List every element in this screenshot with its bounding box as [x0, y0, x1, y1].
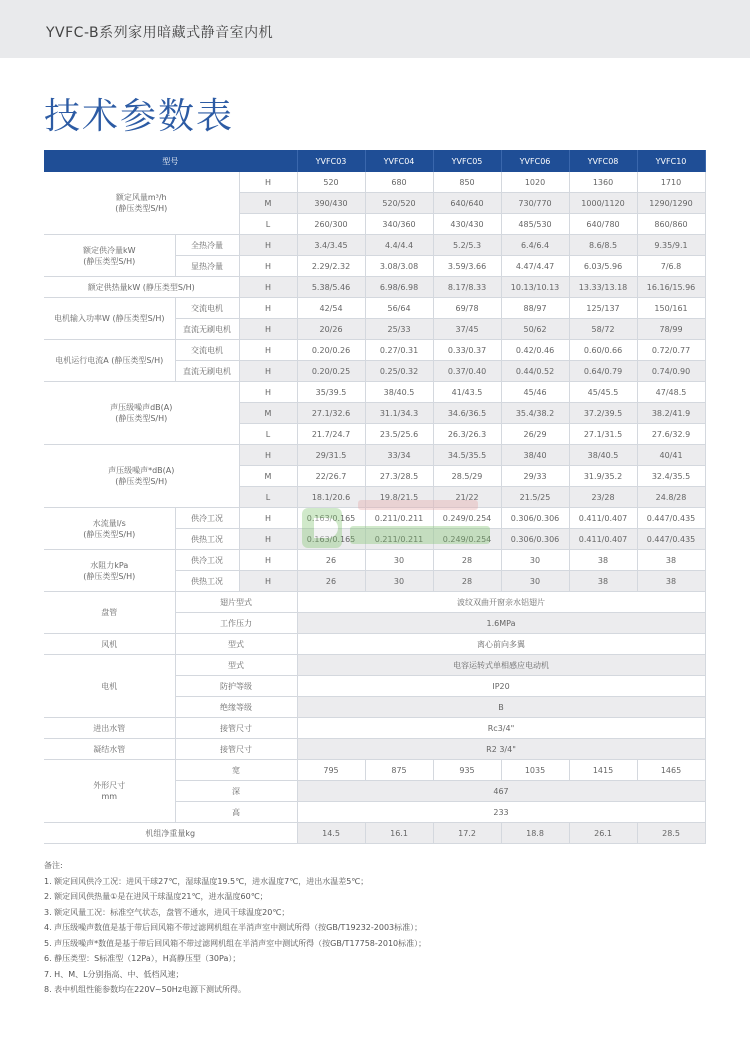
- value-cell: 1360: [569, 172, 637, 193]
- model-header: YVFC04: [365, 150, 433, 172]
- value-cell: 680: [365, 172, 433, 193]
- value-cell: 21.5/25: [501, 487, 569, 508]
- sub-label: 交流电机: [175, 340, 239, 361]
- value-cell: 45/46: [501, 382, 569, 403]
- value-cell: 38/40.5: [365, 382, 433, 403]
- notes-title: 备注:: [44, 861, 63, 870]
- value-cell: 20/26: [297, 319, 365, 340]
- model-header: YVFC08: [569, 150, 637, 172]
- page-title: 技术参数表: [44, 96, 235, 137]
- table-row: [44, 340, 705, 361]
- value-cell: 0.447/0.435: [637, 508, 705, 529]
- value-cell: 0.60/0.66: [569, 340, 637, 361]
- param-label: 额定风量m³/h (静压类型S/H): [44, 172, 239, 235]
- merged-value: 233: [297, 802, 705, 823]
- value-cell: 18.8: [501, 823, 569, 844]
- value-cell: 4.47/4.47: [501, 256, 569, 277]
- param-label: 盘管: [44, 592, 175, 634]
- value-cell: 0.20/0.25: [297, 361, 365, 382]
- speed-cell: H: [239, 340, 297, 361]
- value-cell: 640/640: [433, 193, 501, 214]
- value-cell: 10.13/10.13: [501, 277, 569, 298]
- value-cell: 24.8/28: [637, 487, 705, 508]
- value-cell: 0.42/0.46: [501, 340, 569, 361]
- value-cell: 21/22: [433, 487, 501, 508]
- value-cell: 6.4/6.4: [501, 235, 569, 256]
- speed-cell: H: [239, 319, 297, 340]
- table-row: [44, 823, 705, 844]
- table-row: [44, 655, 705, 676]
- sub-label: 型式: [175, 655, 297, 676]
- value-cell: 28: [433, 550, 501, 571]
- speed-cell: H: [239, 508, 297, 529]
- sub-label: 宽: [175, 760, 297, 781]
- value-cell: 56/64: [365, 298, 433, 319]
- speed-cell: M: [239, 466, 297, 487]
- merged-value: IP20: [297, 676, 705, 697]
- value-cell: 5.38/5.46: [297, 277, 365, 298]
- value-cell: 5.2/5.3: [433, 235, 501, 256]
- param-label: 水阻力kPa (静压类型S/H): [44, 550, 175, 592]
- value-cell: 3.59/3.66: [433, 256, 501, 277]
- value-cell: 19.8/21.5: [365, 487, 433, 508]
- value-cell: 27.1/31.5: [569, 424, 637, 445]
- note-item: 3. 额定风量工况：标准空气状态，盘管不通水，进风干球温度20℃；: [44, 907, 290, 917]
- value-cell: 41/43.5: [433, 382, 501, 403]
- value-cell: 150/161: [637, 298, 705, 319]
- value-cell: 16.16/15.96: [637, 277, 705, 298]
- value-cell: 38: [637, 550, 705, 571]
- value-cell: 14.5: [297, 823, 365, 844]
- value-cell: 0.249/0.254: [433, 508, 501, 529]
- value-cell: 26: [297, 550, 365, 571]
- model-label: 型号: [44, 150, 297, 172]
- value-cell: 795: [297, 760, 365, 781]
- table-row: [44, 760, 705, 781]
- param-label: 风机: [44, 634, 175, 655]
- value-cell: 0.64/0.79: [569, 361, 637, 382]
- value-cell: 1290/1290: [637, 193, 705, 214]
- speed-cell: L: [239, 487, 297, 508]
- value-cell: 0.72/0.77: [637, 340, 705, 361]
- table-row: [44, 172, 705, 193]
- value-cell: 23.5/25.6: [365, 424, 433, 445]
- value-cell: 0.37/0.40: [433, 361, 501, 382]
- merged-value: R2 3/4": [297, 739, 705, 760]
- value-cell: 30: [365, 571, 433, 592]
- value-cell: 26: [297, 571, 365, 592]
- value-cell: 38: [569, 550, 637, 571]
- merged-value: 波纹双曲开窗亲水铝翅片: [297, 592, 705, 613]
- merged-value: 467: [297, 781, 705, 802]
- table-row: [44, 634, 705, 655]
- sub-label: 翅片型式: [175, 592, 297, 613]
- value-cell: 125/137: [569, 298, 637, 319]
- value-cell: 47/48.5: [637, 382, 705, 403]
- speed-cell: L: [239, 424, 297, 445]
- value-cell: 21.7/24.7: [297, 424, 365, 445]
- table-row: [44, 382, 705, 403]
- value-cell: 0.249/0.254: [433, 529, 501, 550]
- table-row: [44, 277, 705, 298]
- value-cell: 8.6/8.5: [569, 235, 637, 256]
- table-row: [44, 592, 705, 613]
- speed-cell: H: [239, 298, 297, 319]
- note-item: 6. 静压类型：S标准型（12Pa），H高静压型（30Pa）；: [44, 954, 241, 963]
- value-cell: 0.411/0.407: [569, 508, 637, 529]
- notes-section: [44, 858, 704, 998]
- value-cell: 0.211/0.211: [365, 529, 433, 550]
- merged-value: B: [297, 697, 705, 718]
- model-header: YVFC05: [433, 150, 501, 172]
- spec-table: [44, 150, 706, 844]
- value-cell: 30: [365, 550, 433, 571]
- value-cell: 38.2/41.9: [637, 403, 705, 424]
- table-row: [44, 739, 705, 760]
- value-cell: 0.163/0.165: [297, 508, 365, 529]
- param-label: 水流量l/s (静压类型S/H): [44, 508, 175, 550]
- value-cell: 38/40: [501, 445, 569, 466]
- value-cell: 31.9/35.2: [569, 466, 637, 487]
- merged-value: 离心前向多翼: [297, 634, 705, 655]
- value-cell: 50/62: [501, 319, 569, 340]
- value-cell: 0.20/0.26: [297, 340, 365, 361]
- series-title: YVFC-B系列家用暗藏式静音室内机: [46, 25, 274, 41]
- value-cell: 38/40.5: [569, 445, 637, 466]
- sub-label: 高: [175, 802, 297, 823]
- value-cell: 6.03/5.96: [569, 256, 637, 277]
- speed-cell: H: [239, 235, 297, 256]
- speed-cell: M: [239, 403, 297, 424]
- value-cell: 640/780: [569, 214, 637, 235]
- value-cell: 0.44/0.52: [501, 361, 569, 382]
- model-header: YVFC06: [501, 150, 569, 172]
- value-cell: 1465: [637, 760, 705, 781]
- speed-cell: H: [239, 382, 297, 403]
- value-cell: 69/78: [433, 298, 501, 319]
- model-header: YVFC10: [637, 150, 705, 172]
- value-cell: 3.08/3.08: [365, 256, 433, 277]
- note-item: 7. H、M、L分别指高、中、低档风速；: [44, 969, 184, 979]
- table-row: [44, 298, 705, 319]
- value-cell: 4.4/4.4: [365, 235, 433, 256]
- value-cell: 850: [433, 172, 501, 193]
- value-cell: 13.33/13.18: [569, 277, 637, 298]
- value-cell: 260/300: [297, 214, 365, 235]
- value-cell: 18.1/20.6: [297, 487, 365, 508]
- sub-label: 全热冷量: [175, 235, 239, 256]
- value-cell: 340/360: [365, 214, 433, 235]
- value-cell: 35/39.5: [297, 382, 365, 403]
- value-cell: 0.306/0.306: [501, 508, 569, 529]
- param-label: 电机运行电流A (静压类型S/H): [44, 340, 175, 382]
- note-item: 5. 声压级噪声*数值是基于带后回风箱不带过滤网机组在半消声室中测试所得（按GB/T17758-2010标准）；: [44, 938, 427, 948]
- value-cell: 26.1: [569, 823, 637, 844]
- param-label: 电机: [44, 655, 175, 718]
- value-cell: 29/31.5: [297, 445, 365, 466]
- speed-cell: H: [239, 529, 297, 550]
- table-row: [44, 235, 705, 256]
- value-cell: 26/29: [501, 424, 569, 445]
- sub-label: 交流电机: [175, 298, 239, 319]
- param-label: 机组净重量kg: [44, 823, 297, 844]
- value-cell: 30: [501, 571, 569, 592]
- param-label: 声压级噪声dB(A) (静压类型S/H): [44, 382, 239, 445]
- value-cell: 430/430: [433, 214, 501, 235]
- value-cell: 0.211/0.211: [365, 508, 433, 529]
- value-cell: 1000/1120: [569, 193, 637, 214]
- value-cell: 520: [297, 172, 365, 193]
- sub-label: 绝缘等级: [175, 697, 297, 718]
- value-cell: 3.4/3.45: [297, 235, 365, 256]
- value-cell: 58/72: [569, 319, 637, 340]
- value-cell: 32.4/35.5: [637, 466, 705, 487]
- value-cell: 26.3/26.3: [433, 424, 501, 445]
- value-cell: 390/430: [297, 193, 365, 214]
- sub-label: 显热冷量: [175, 256, 239, 277]
- merged-value: 1.6MPa: [297, 613, 705, 634]
- value-cell: 35.4/38.2: [501, 403, 569, 424]
- value-cell: 0.25/0.32: [365, 361, 433, 382]
- sub-label: 接管尺寸: [175, 718, 297, 739]
- value-cell: 875: [365, 760, 433, 781]
- sub-label: 直流无刷电机: [175, 319, 239, 340]
- param-label: 声压级噪声*dB(A) (静压类型S/H): [44, 445, 239, 508]
- value-cell: 7/6.8: [637, 256, 705, 277]
- value-cell: 0.33/0.37: [433, 340, 501, 361]
- value-cell: 29/33: [501, 466, 569, 487]
- value-cell: 28.5: [637, 823, 705, 844]
- param-label: 外形尺寸 mm: [44, 760, 175, 823]
- table-row: [44, 508, 705, 529]
- value-cell: 34.6/36.5: [433, 403, 501, 424]
- value-cell: 1710: [637, 172, 705, 193]
- table-row: [44, 718, 705, 739]
- table-row: [44, 445, 705, 466]
- value-cell: 16.1: [365, 823, 433, 844]
- value-cell: 37.2/39.5: [569, 403, 637, 424]
- value-cell: 730/770: [501, 193, 569, 214]
- value-cell: 0.447/0.435: [637, 529, 705, 550]
- merged-value: Rc3/4": [297, 718, 705, 739]
- value-cell: 37/45: [433, 319, 501, 340]
- value-cell: 25/33: [365, 319, 433, 340]
- value-cell: 23/28: [569, 487, 637, 508]
- value-cell: 27.6/32.9: [637, 424, 705, 445]
- note-item: 1. 额定回风供冷工况：进风干球27℃，湿球温度19.5℃，进水温度7℃，进出水温差5℃；: [44, 876, 369, 886]
- value-cell: 17.2: [433, 823, 501, 844]
- model-header: YVFC03: [297, 150, 365, 172]
- value-cell: 6.98/6.98: [365, 277, 433, 298]
- param-label: 额定供冷量kW (静压类型S/H): [44, 235, 175, 277]
- value-cell: 860/860: [637, 214, 705, 235]
- value-cell: 34.5/35.5: [433, 445, 501, 466]
- value-cell: 38: [569, 571, 637, 592]
- value-cell: 27.1/32.6: [297, 403, 365, 424]
- note-item: 4. 声压级噪声数值是基于带后回风箱不带过滤网机组在半消声室中测试所得（按GB/T19232-2003标准）；: [44, 923, 423, 932]
- sub-label: 供热工况: [175, 529, 239, 550]
- speed-cell: L: [239, 214, 297, 235]
- sub-label: 接管尺寸: [175, 739, 297, 760]
- value-cell: 0.74/0.90: [637, 361, 705, 382]
- top-bar: [0, 0, 750, 58]
- value-cell: 0.163/0.165: [297, 529, 365, 550]
- value-cell: 78/99: [637, 319, 705, 340]
- note-item: 8. 表中机组性能参数均在220V~50Hz电源下测试所得。: [44, 985, 247, 994]
- speed-cell: H: [239, 172, 297, 193]
- value-cell: 31.1/34.3: [365, 403, 433, 424]
- param-label: 进出水管: [44, 718, 175, 739]
- sub-label: 供冷工况: [175, 508, 239, 529]
- param-label: 电机输入功率W (静压类型S/H): [44, 298, 175, 340]
- value-cell: 520/520: [365, 193, 433, 214]
- value-cell: 30: [501, 550, 569, 571]
- note-item: 2. 额定回风供热量①是在进风干球温度21℃，进水温度60℃；: [44, 892, 268, 901]
- value-cell: 38: [637, 571, 705, 592]
- value-cell: 0.27/0.31: [365, 340, 433, 361]
- value-cell: 27.3/28.5: [365, 466, 433, 487]
- value-cell: 935: [433, 760, 501, 781]
- value-cell: 88/97: [501, 298, 569, 319]
- sub-label: 工作压力: [175, 613, 297, 634]
- merged-value: 电容运转式单相感应电动机: [297, 655, 705, 676]
- speed-cell: H: [239, 277, 297, 298]
- sub-label: 防护等级: [175, 676, 297, 697]
- speed-cell: M: [239, 193, 297, 214]
- value-cell: 40/41: [637, 445, 705, 466]
- value-cell: 33/34: [365, 445, 433, 466]
- param-label: 凝结水管: [44, 739, 175, 760]
- sub-label: 型式: [175, 634, 297, 655]
- param-label: 额定供热量kW (静压类型S/H): [44, 277, 239, 298]
- table-row: [44, 550, 705, 571]
- value-cell: 0.306/0.306: [501, 529, 569, 550]
- value-cell: 2.29/2.32: [297, 256, 365, 277]
- value-cell: 8.17/8.33: [433, 277, 501, 298]
- value-cell: 0.411/0.407: [569, 529, 637, 550]
- value-cell: 28: [433, 571, 501, 592]
- value-cell: 28.5/29: [433, 466, 501, 487]
- sub-label: 直流无刷电机: [175, 361, 239, 382]
- value-cell: 22/26.7: [297, 466, 365, 487]
- value-cell: 1035: [501, 760, 569, 781]
- value-cell: 42/54: [297, 298, 365, 319]
- value-cell: 9.35/9.1: [637, 235, 705, 256]
- sub-label: 深: [175, 781, 297, 802]
- value-cell: 485/530: [501, 214, 569, 235]
- speed-cell: H: [239, 571, 297, 592]
- speed-cell: H: [239, 256, 297, 277]
- speed-cell: H: [239, 550, 297, 571]
- table-row: [44, 150, 705, 172]
- sub-label: 供热工况: [175, 571, 239, 592]
- speed-cell: H: [239, 445, 297, 466]
- sub-label: 供冷工况: [175, 550, 239, 571]
- value-cell: 1415: [569, 760, 637, 781]
- value-cell: 45/45.5: [569, 382, 637, 403]
- value-cell: 1020: [501, 172, 569, 193]
- speed-cell: H: [239, 361, 297, 382]
